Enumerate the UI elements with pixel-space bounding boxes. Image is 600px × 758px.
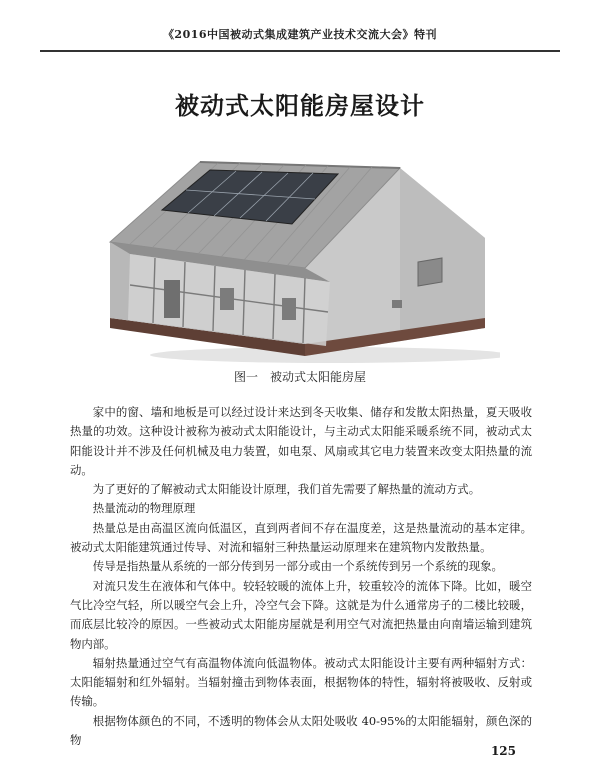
paragraph-2: 为了更好的了解被动式太阳能设计原理，我们首先需要了解热量的流动方式。 [92,482,481,497]
header-rule [40,50,560,52]
paragraph-5: 对流只发生在液体和气体中。较轻较暖的流体上升，较重较冷的流体下降。比如，暖空气比冷空气轻，所以暖空气会上升，冷空气会下降。这就是为什么通常房子的二楼比较暖，而底层比较冷的原因。一些被动式太阳能房屋就是利用空气对流把热量由向南墙运输到建筑物内部。 [70,578,532,651]
article-title: 被动式太阳能房屋设计 [175,91,425,120]
figure-caption: 图一 被动式太阳能房屋 [233,370,366,384]
passive-solar-house-illustration [100,150,500,365]
paragraph-4: 传导是指热量从系统的一部分传到另一部分或由一个系统传到另一个系统的现象。 [92,559,503,574]
house-figure [100,150,500,365]
paragraph-1: 家中的窗、墙和地板是可以经过设计来达到冬天收集、储存和发散太阳热量，夏天吸收热量的功效。这种设计被称为被动式太阳能设计，与主动式太阳能采暖系统不同，被动式太阳能设计并不涉及任何机械及电力装置，如电泵、风扇或其它电力装置来改变太阳热量的流动。 [70,405,532,477]
article-body [70,403,532,750]
paragraph-3: 热量总是由高温区流向低温区，直到两者间不存在温度差，这是热量流动的基本定律。被动式太阳能建筑通过传导、对流和辐射三种热量运动原理来在建筑物内发散热量。 [70,520,532,555]
paragraph-6: 辐射热量通过空气有高温物体流向低温物体。被动式太阳能设计主要有两种辐射方式：太阳能辐射和红外辐射。当辐射撞击到物体表面，根据物体的特性，辐射将被吸收、反射或传输。 [70,655,532,709]
page-number: 125 [490,744,516,758]
section-heading: 热量流动的物理原理 [92,501,196,516]
paragraph-7: 根据物体颜色的不同，不透明的物体会从太阳处吸收 40-95%的太阳能辐射，颜色深的物 [70,713,532,748]
journal-header: 《2016中国被动式集成建筑产业技术交流大会》特刊 [162,28,438,41]
